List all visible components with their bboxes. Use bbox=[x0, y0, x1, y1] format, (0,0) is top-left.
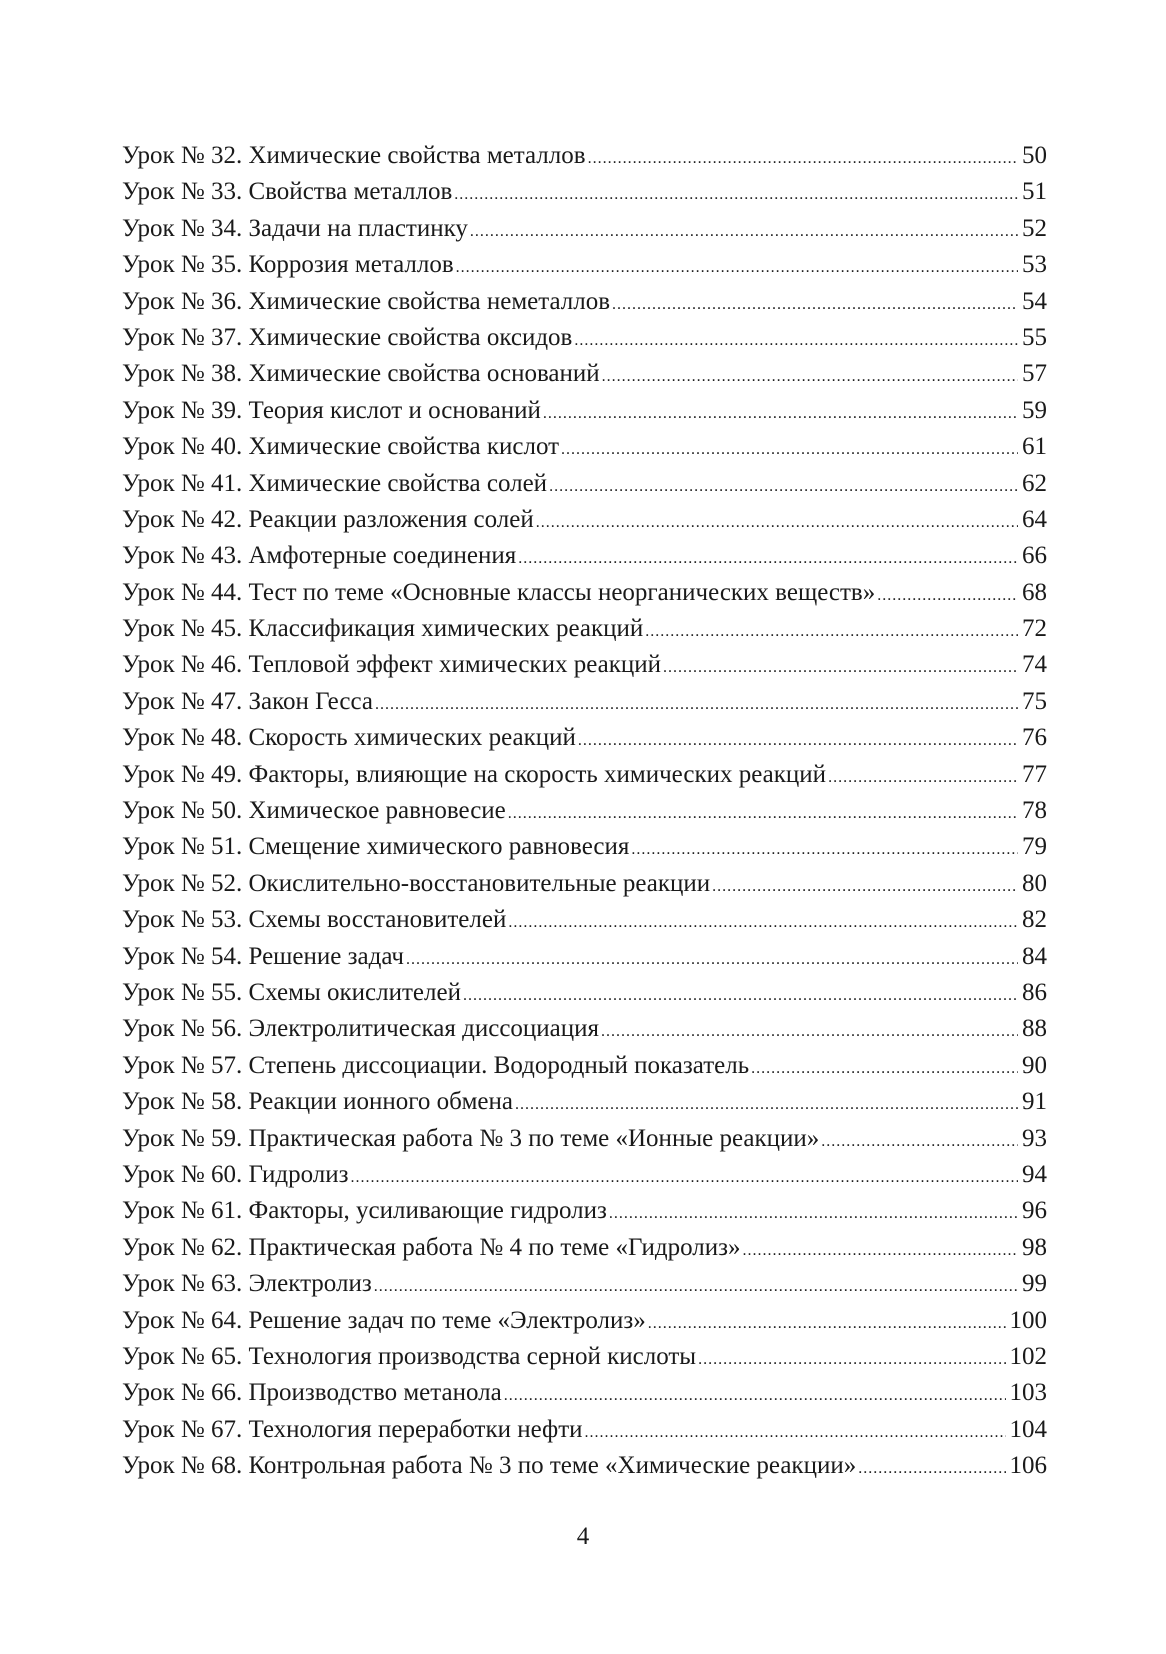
toc-leader-dots bbox=[712, 869, 1018, 902]
toc-entry bbox=[122, 1375, 1047, 1411]
toc-leader-dots bbox=[536, 505, 1018, 538]
toc-entry bbox=[122, 138, 1047, 174]
toc-entry-title: Урок № 63. Электролиз bbox=[122, 1270, 372, 1298]
toc-entry-title: Урок № 54. Решение задач bbox=[122, 942, 404, 970]
toc-entry-page: 90 bbox=[1022, 1051, 1047, 1079]
toc-leader-dots bbox=[601, 1014, 1018, 1047]
toc-entry bbox=[122, 1303, 1047, 1339]
toc-entry-page: 86 bbox=[1022, 978, 1047, 1006]
toc-entry bbox=[122, 1412, 1047, 1448]
toc-entry-title: Урок № 48. Скорость химических реакций bbox=[122, 724, 576, 752]
toc-leader-dots bbox=[578, 723, 1018, 756]
toc-entry bbox=[122, 793, 1047, 829]
toc-entry-title: Урок № 66. Производство метанола bbox=[122, 1379, 502, 1407]
toc-entry bbox=[122, 684, 1047, 720]
toc-entry-title: Урок № 51. Смещение химического равновесия bbox=[122, 833, 630, 861]
toc-entry-title: Урок № 39. Теория кислот и оснований bbox=[122, 396, 541, 424]
toc-entry-page: 50 bbox=[1022, 142, 1047, 169]
toc-entry-page: 64 bbox=[1022, 505, 1047, 533]
toc-entry bbox=[122, 720, 1047, 756]
toc-leader-dots bbox=[698, 1342, 1005, 1375]
toc-leader-dots bbox=[877, 578, 1018, 611]
toc-leader-dots bbox=[518, 541, 1018, 574]
toc-leader-dots bbox=[561, 432, 1018, 465]
toc-leader-dots bbox=[645, 614, 1018, 647]
toc-entry-title: Урок № 32. Химические свойства металлов bbox=[122, 142, 586, 169]
toc-entry bbox=[122, 1048, 1047, 1084]
toc-entry bbox=[122, 975, 1047, 1011]
table-of-contents bbox=[122, 138, 1047, 1484]
toc-entry-page: 68 bbox=[1022, 578, 1047, 606]
toc-entry-page: 96 bbox=[1022, 1197, 1047, 1225]
toc-entry bbox=[122, 356, 1047, 392]
toc-entry-page: 100 bbox=[1009, 1306, 1047, 1334]
toc-entry bbox=[122, 647, 1047, 683]
toc-entry-page: 75 bbox=[1022, 687, 1047, 715]
toc-entry-title: Урок № 50. Химическое равновесие bbox=[122, 797, 506, 825]
toc-entry-title: Урок № 59. Практическая работа № 3 по теме «Ионные реакции» bbox=[122, 1124, 820, 1152]
toc-entry-page: 103 bbox=[1009, 1379, 1047, 1407]
toc-leader-dots bbox=[351, 1160, 1018, 1193]
toc-entry bbox=[122, 1339, 1047, 1375]
toc-entry bbox=[122, 939, 1047, 975]
toc-entry-title: Урок № 33. Свойства металлов bbox=[122, 178, 453, 206]
toc-leader-dots bbox=[406, 942, 1018, 975]
toc-leader-dots bbox=[585, 1415, 1006, 1448]
toc-leader-dots bbox=[751, 1051, 1018, 1084]
toc-entry-title: Урок № 56. Электролитическая диссоциация bbox=[122, 1015, 600, 1043]
toc-entry-title: Урок № 49. Факторы, влияющие на скорость химических реакций bbox=[122, 760, 827, 788]
toc-leader-dots bbox=[821, 1124, 1018, 1157]
toc-entry-page: 55 bbox=[1022, 323, 1047, 351]
toc-entry-page: 66 bbox=[1022, 542, 1047, 570]
toc-entry bbox=[122, 1121, 1047, 1157]
toc-entry bbox=[122, 902, 1047, 938]
toc-entry-title: Урок № 38. Химические свойства оснований bbox=[122, 360, 600, 388]
toc-entry-page: 98 bbox=[1022, 1233, 1047, 1261]
toc-entry bbox=[122, 247, 1047, 283]
toc-entry-title: Урок № 41. Химические свойства солей bbox=[122, 469, 548, 497]
toc-entry-page: 78 bbox=[1022, 797, 1047, 825]
toc-entry bbox=[122, 320, 1047, 356]
toc-entry-page: 57 bbox=[1022, 360, 1047, 388]
toc-entry-page: 51 bbox=[1022, 178, 1047, 206]
toc-entry-page: 59 bbox=[1022, 396, 1047, 424]
toc-entry-page: 84 bbox=[1022, 942, 1047, 970]
toc-entry bbox=[122, 1230, 1047, 1266]
toc-entry-title: Урок № 67. Технология переработки нефти bbox=[122, 1415, 583, 1443]
toc-entry bbox=[122, 866, 1047, 902]
toc-leader-dots bbox=[612, 287, 1018, 320]
toc-entry-page: 93 bbox=[1022, 1124, 1047, 1152]
toc-entry bbox=[122, 575, 1047, 611]
toc-entry bbox=[122, 174, 1047, 210]
toc-leader-dots bbox=[663, 650, 1018, 683]
toc-entry-title: Урок № 37. Химические свойства оксидов bbox=[122, 323, 573, 351]
toc-entry-title: Урок № 46. Тепловой эффект химических реакций bbox=[122, 651, 661, 679]
toc-entry bbox=[122, 757, 1047, 793]
toc-entry bbox=[122, 502, 1047, 538]
toc-entry-page: 88 bbox=[1022, 1015, 1047, 1043]
toc-entry bbox=[122, 1193, 1047, 1229]
toc-entry-page: 106 bbox=[1009, 1452, 1047, 1480]
toc-leader-dots bbox=[631, 832, 1018, 865]
toc-leader-dots bbox=[609, 1196, 1018, 1229]
toc-entry-page: 102 bbox=[1009, 1342, 1047, 1370]
toc-leader-dots bbox=[470, 214, 1018, 247]
toc-entry-title: Урок № 40. Химические свойства кислот bbox=[122, 433, 560, 461]
toc-entry-page: 74 bbox=[1022, 651, 1047, 679]
toc-leader-dots bbox=[858, 1451, 1005, 1484]
toc-entry-title: Урок № 60. Гидролиз bbox=[122, 1160, 349, 1188]
toc-entry bbox=[122, 611, 1047, 647]
toc-entry-title: Урок № 35. Коррозия металлов bbox=[122, 251, 454, 279]
toc-entry-page: 54 bbox=[1022, 287, 1047, 315]
toc-entry-title: Урок № 45. Классификация химических реакций bbox=[122, 615, 644, 643]
toc-leader-dots bbox=[588, 141, 1018, 174]
toc-entry-title: Урок № 36. Химические свойства неметаллов bbox=[122, 287, 611, 315]
toc-leader-dots bbox=[508, 796, 1018, 829]
toc-leader-dots bbox=[454, 177, 1018, 210]
toc-entry bbox=[122, 429, 1047, 465]
toc-entry-title: Урок № 52. Окислительно-восстановительные реакции bbox=[122, 869, 711, 897]
toc-entry-title: Урок № 44. Тест по теме «Основные классы неорганических веществ» bbox=[122, 578, 876, 606]
toc-entry-title: Урок № 53. Схемы восстановителей bbox=[122, 906, 507, 934]
toc-leader-dots bbox=[743, 1233, 1018, 1266]
toc-entry-page: 79 bbox=[1022, 833, 1047, 861]
toc-entry-page: 77 bbox=[1022, 760, 1047, 788]
toc-entry bbox=[122, 829, 1047, 865]
toc-entry-page: 80 bbox=[1022, 869, 1047, 897]
toc-entry-title: Урок № 47. Закон Гесса bbox=[122, 687, 373, 715]
toc-leader-dots bbox=[456, 250, 1018, 283]
toc-entry bbox=[122, 538, 1047, 574]
toc-leader-dots bbox=[515, 1087, 1018, 1120]
toc-entry bbox=[122, 284, 1047, 320]
toc-entry-page: 82 bbox=[1022, 906, 1047, 934]
toc-entry-page: 91 bbox=[1022, 1088, 1047, 1116]
toc-entry-page: 62 bbox=[1022, 469, 1047, 497]
toc-leader-dots bbox=[508, 905, 1018, 938]
toc-entry-title: Урок № 34. Задачи на пластинку bbox=[122, 214, 468, 242]
toc-entry-title: Урок № 64. Решение задач по теме «Электролиз» bbox=[122, 1306, 646, 1334]
toc-entry bbox=[122, 1448, 1047, 1484]
toc-entry bbox=[122, 1266, 1047, 1302]
toc-entry-title: Урок № 61. Факторы, усиливающие гидролиз bbox=[122, 1197, 607, 1225]
toc-entry-page: 104 bbox=[1009, 1415, 1047, 1443]
toc-entry-page: 76 bbox=[1022, 724, 1047, 752]
toc-leader-dots bbox=[504, 1378, 1006, 1411]
toc-entry bbox=[122, 393, 1047, 429]
toc-leader-dots bbox=[828, 760, 1018, 793]
toc-entry-title: Урок № 62. Практическая работа № 4 по теме «Гидролиз» bbox=[122, 1233, 741, 1261]
toc-leader-dots bbox=[549, 469, 1018, 502]
toc-entry-page: 94 bbox=[1022, 1160, 1047, 1188]
toc-leader-dots bbox=[463, 978, 1018, 1011]
toc-entry-page: 72 bbox=[1022, 615, 1047, 643]
toc-entry-title: Урок № 68. Контрольная работа № 3 по теме «Химические реакции» bbox=[122, 1452, 857, 1480]
toc-leader-dots bbox=[374, 1269, 1018, 1302]
toc-entry bbox=[122, 1084, 1047, 1120]
toc-leader-dots bbox=[375, 687, 1018, 720]
toc-entry-title: Урок № 58. Реакции ионного обмена bbox=[122, 1088, 513, 1116]
toc-entry-title: Урок № 55. Схемы окислителей bbox=[122, 978, 461, 1006]
toc-entry-title: Урок № 65. Технология производства серной кислоты bbox=[122, 1342, 697, 1370]
toc-entry bbox=[122, 211, 1047, 247]
toc-entry bbox=[122, 1157, 1047, 1193]
toc-entry-page: 53 bbox=[1022, 251, 1047, 279]
toc-entry-title: Урок № 42. Реакции разложения солей bbox=[122, 505, 534, 533]
toc-leader-dots bbox=[648, 1306, 1006, 1339]
toc-entry-page: 99 bbox=[1022, 1270, 1047, 1298]
toc-entry-page: 52 bbox=[1022, 214, 1047, 242]
toc-entry bbox=[122, 1011, 1047, 1047]
toc-entry-page: 61 bbox=[1022, 433, 1047, 461]
toc-entry-title: Урок № 57. Степень диссоциации. Водородный показатель bbox=[122, 1051, 750, 1079]
toc-entry-title: Урок № 43. Амфотерные соединения bbox=[122, 542, 517, 570]
toc-leader-dots bbox=[602, 359, 1018, 392]
page-number: 4 bbox=[576, 1523, 590, 1550]
toc-leader-dots bbox=[543, 396, 1018, 429]
toc-entry bbox=[122, 466, 1047, 502]
toc-leader-dots bbox=[574, 323, 1018, 356]
